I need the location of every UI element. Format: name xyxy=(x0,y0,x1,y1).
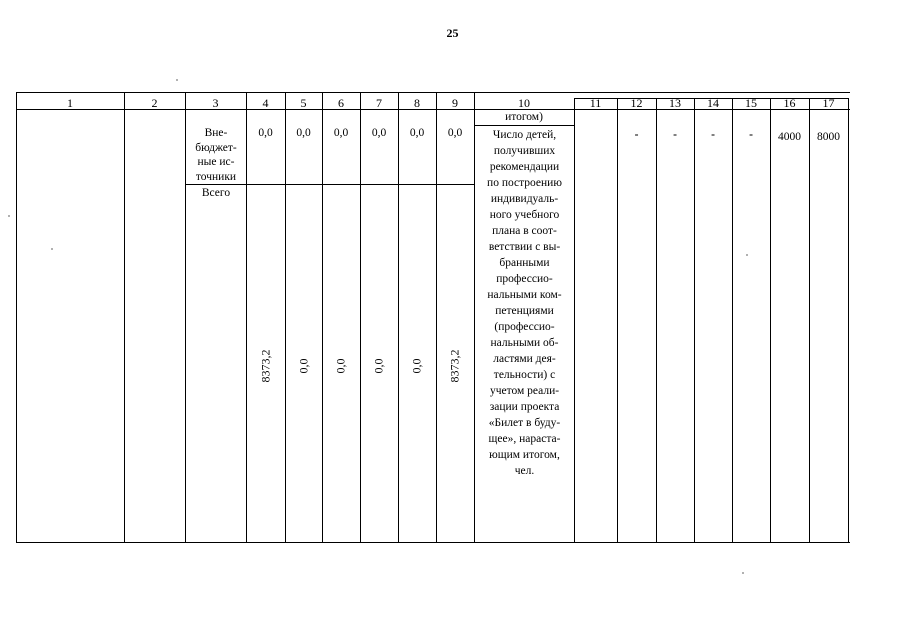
vsego-col-7: 0,0 xyxy=(371,358,386,374)
column-header-4: 4 xyxy=(262,96,269,110)
column-header-15: 15 xyxy=(745,96,757,110)
column-header-9: 9 xyxy=(452,96,458,110)
vnebyudzhet-col-5: 0,0 xyxy=(296,127,311,139)
vsego-col-9: 8373,2 xyxy=(447,349,462,383)
indicator-description: Число детей, получивших рекомендации по построению индивидуаль- ного учебного плана в соот- ветствии с вы- бранными профессио- нальными ком- петенциями (профессио- нальными об- ластями дея- тельности) с учетом реали- зации проекта «Билет в буду- щее», нараста- ющим итогом, чел. xyxy=(487,129,562,477)
vnebyudzhet-col-4: 0,0 xyxy=(258,127,273,139)
column-header-7: 7 xyxy=(376,96,382,110)
vsego-col-8: 0,0 xyxy=(409,358,424,374)
vnebyudzhet-col-9: 0,0 xyxy=(447,127,463,139)
column-header-12: 12 xyxy=(630,96,643,110)
vnebyudzhet-col-17: 8000 xyxy=(817,131,840,143)
vsego-col-5: 0,0 xyxy=(296,358,311,374)
vnebyudzhet-col-6: 0,0 xyxy=(333,127,349,139)
column-header-17: 17 xyxy=(822,96,835,110)
vnebyudzhet-col-15: - xyxy=(749,129,753,141)
continuation-text: итогом) xyxy=(505,111,543,123)
column-header-8: 8 xyxy=(414,96,420,110)
vnebyudzhet-col-16: 4000 xyxy=(778,131,801,143)
column-header-10: 10 xyxy=(518,96,530,110)
column-header-14: 14 xyxy=(707,96,719,110)
column-header-16: 16 xyxy=(783,96,796,110)
vsego-col-6: 0,0 xyxy=(333,358,348,374)
column-header-6: 6 xyxy=(338,96,344,110)
column-header-11: 11 xyxy=(589,96,602,110)
column-header-5: 5 xyxy=(300,96,307,110)
row-label-vnebyudzhet: Вне- бюджет- ные ис- точники xyxy=(195,127,237,183)
column-header-3: 3 xyxy=(212,96,219,110)
vnebyudzhet-col-14: - xyxy=(711,129,715,141)
column-header-2: 2 xyxy=(151,96,158,110)
vnebyudzhet-col-12: - xyxy=(634,129,639,141)
row-label-vsego: Всего xyxy=(201,187,231,199)
vnebyudzhet-col-7: 0,0 xyxy=(371,127,387,139)
column-header-1: 1 xyxy=(67,96,73,110)
vnebyudzhet-col-13: - xyxy=(673,129,677,141)
vnebyudzhet-col-8: 0,0 xyxy=(409,127,425,139)
column-header-13: 13 xyxy=(669,96,681,110)
page-number: 25 xyxy=(446,26,459,40)
vsego-col-4: 8373,2 xyxy=(258,349,273,383)
